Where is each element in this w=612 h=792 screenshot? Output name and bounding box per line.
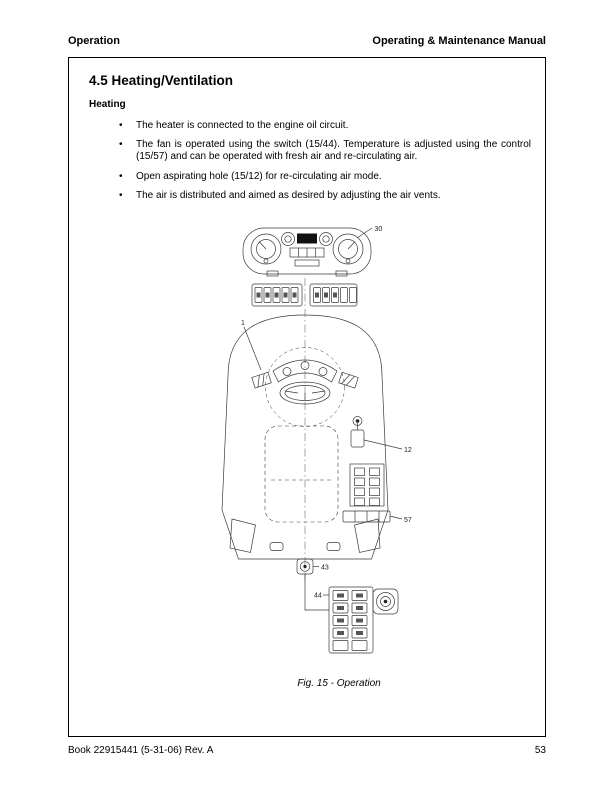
seat-outline [265,426,338,522]
figure-caption: Fig. 15 - Operation [297,678,381,689]
callout-30: 30 [374,226,383,233]
bullet-text: The air is distributed and aimed as desired by adjusting the air vents. [136,189,441,201]
bullet-marker: • [119,170,123,182]
bullet-item [119,189,531,202]
aspirating-hole-12 [351,417,402,450]
callout-12: 12 [404,447,412,454]
switch-panels [252,284,357,306]
side-control-panel [350,464,384,506]
header-right-title: Operating & Maintenance Manual [372,35,546,47]
bullet-text: The fan is operated using the switch (15/44). Temperature is adjusted using the control (15/57) and can be operated with fresh air and re-circulating air. [136,139,531,163]
footer-book-info: Book 22915441 (5-31-06) Rev. A [68,745,214,756]
bullet-item [119,170,531,183]
page-header [68,35,546,47]
figure-15-diagram [210,218,422,666]
bullet-item [119,139,531,163]
callout-30-leader [357,228,372,238]
bullet-marker: • [119,189,123,201]
header-left-title: Operation [68,35,120,47]
callout-43: 43 [321,564,329,572]
footer-page-number: 53 [534,745,546,756]
bullet-marker: • [119,139,123,151]
component-43 [297,559,319,574]
bullet-text: The heater is connected to the engine oil circuit. [136,120,349,131]
callout-1-leader [244,327,261,370]
callout-44: 44 [314,592,322,600]
bullet-item [119,120,531,132]
bullet-list [69,120,545,202]
callout-1: 1 [241,320,245,327]
content-frame [68,57,546,737]
callout-57: 57 [404,517,412,524]
section-title: 4.5 Heating/Ventilation [89,73,234,88]
bullet-marker: • [119,120,123,131]
fan-switch-panel-44 [323,587,398,653]
bullet-text: Open aspirating hole (15/12) for re-circulating air mode. [136,170,382,182]
subsection-title: Heating [89,99,126,110]
instrument-cluster [243,228,371,276]
page-footer [68,745,546,756]
